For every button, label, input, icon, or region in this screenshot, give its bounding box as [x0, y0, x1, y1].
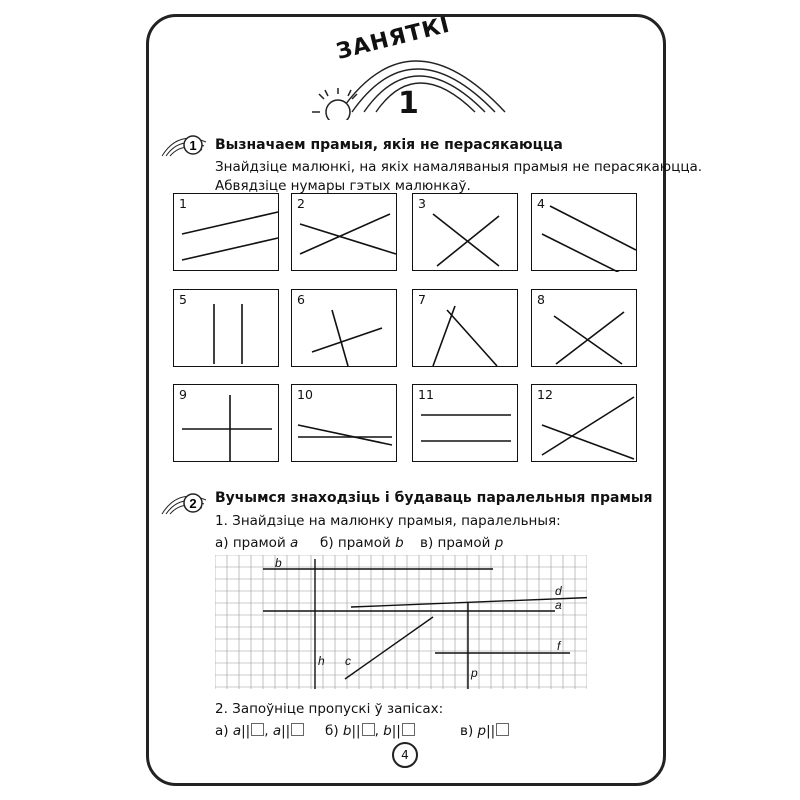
panel-number[interactable]: 10 [297, 387, 313, 402]
panel-number[interactable]: 1 [179, 196, 187, 211]
figure-panel[interactable] [291, 289, 397, 367]
section-2-number: 2 [189, 496, 197, 511]
page-number: 4 [392, 742, 418, 768]
panel-number[interactable]: 3 [418, 196, 426, 211]
panel-line [542, 397, 634, 455]
figure-panel[interactable] [173, 193, 279, 271]
figure-panel[interactable] [531, 289, 637, 367]
section-1-number: 1 [189, 138, 197, 153]
panel-number[interactable]: 11 [418, 387, 434, 402]
fill-b: б) b|| , b|| [325, 722, 415, 741]
header-title: ЗАНЯТКІ [333, 12, 453, 65]
option-c: в) прамой p [420, 535, 504, 551]
figure-panel[interactable] [531, 193, 637, 271]
task-1-text: 1. Знайдзіце на малюнку прамыя, паралельныя: [215, 513, 561, 529]
label-d: d [555, 584, 562, 598]
line-d [351, 597, 587, 607]
figure-panel[interactable] [412, 193, 518, 271]
panel-line [182, 212, 278, 234]
answer-box[interactable] [496, 723, 509, 736]
label-b: b [275, 556, 282, 570]
figure-panel[interactable] [173, 384, 279, 462]
panel-number[interactable]: 4 [537, 196, 545, 211]
answer-box[interactable] [291, 723, 304, 736]
answer-box[interactable] [362, 723, 375, 736]
panel-line [447, 310, 497, 366]
panel-number[interactable]: 8 [537, 292, 545, 307]
panel-line [312, 328, 382, 352]
figure-panel[interactable] [412, 384, 518, 462]
panel-line [550, 206, 636, 250]
panel-line [332, 310, 348, 366]
panel-line [542, 425, 634, 459]
label-p: p [471, 666, 478, 680]
figure-panel[interactable] [291, 384, 397, 462]
option-b: б) прамой b [320, 535, 404, 551]
panel-line [433, 214, 499, 266]
label-c: c [345, 654, 351, 668]
panel-line [300, 224, 396, 254]
label-h: h [318, 654, 325, 668]
figure-panel[interactable] [173, 289, 279, 367]
figure-panel[interactable] [531, 384, 637, 462]
line-c [345, 617, 433, 679]
task-2-text: 2. Запоўніце пропускі ў запісах: [215, 701, 444, 717]
section-2-title: Вучымся знаходзіць і будаваць паралельныя прамыя [215, 490, 653, 506]
figure-panel[interactable] [412, 289, 518, 367]
section-1-badge-icon [160, 126, 214, 158]
answer-box[interactable] [251, 723, 264, 736]
panel-number[interactable]: 9 [179, 387, 187, 402]
panel-line [182, 238, 278, 260]
section-1-instruction-line1: Знайдзіце малюнкі, на якіх намаляваныя прамыя не перасякаюцца. [215, 159, 703, 175]
answer-box[interactable] [402, 723, 415, 736]
figure-panel[interactable] [291, 193, 397, 271]
option-a: а) прамой a [215, 535, 299, 551]
panel-number[interactable]: 5 [179, 292, 187, 307]
panel-number[interactable]: 6 [297, 292, 305, 307]
panel-number[interactable]: 2 [297, 196, 305, 211]
panel-line [298, 425, 392, 445]
fill-c: в) p|| [460, 722, 509, 741]
grid-drawing [215, 555, 587, 689]
fill-a: а) a|| , a|| [215, 722, 304, 741]
section-2-badge-icon [160, 484, 214, 516]
section-1-instruction-line2: Абвядзіце нумары гэтых малюнкаў. [215, 178, 471, 194]
panel-number[interactable]: 7 [418, 292, 426, 307]
panel-number[interactable]: 12 [537, 387, 553, 402]
section-1-title: Вызначаем прамыя, якія не перасякаюцца [215, 137, 563, 153]
label-f: f [557, 639, 561, 653]
lesson-number: 1 [398, 86, 419, 121]
panel-line [556, 312, 624, 364]
label-a: a [555, 598, 562, 612]
